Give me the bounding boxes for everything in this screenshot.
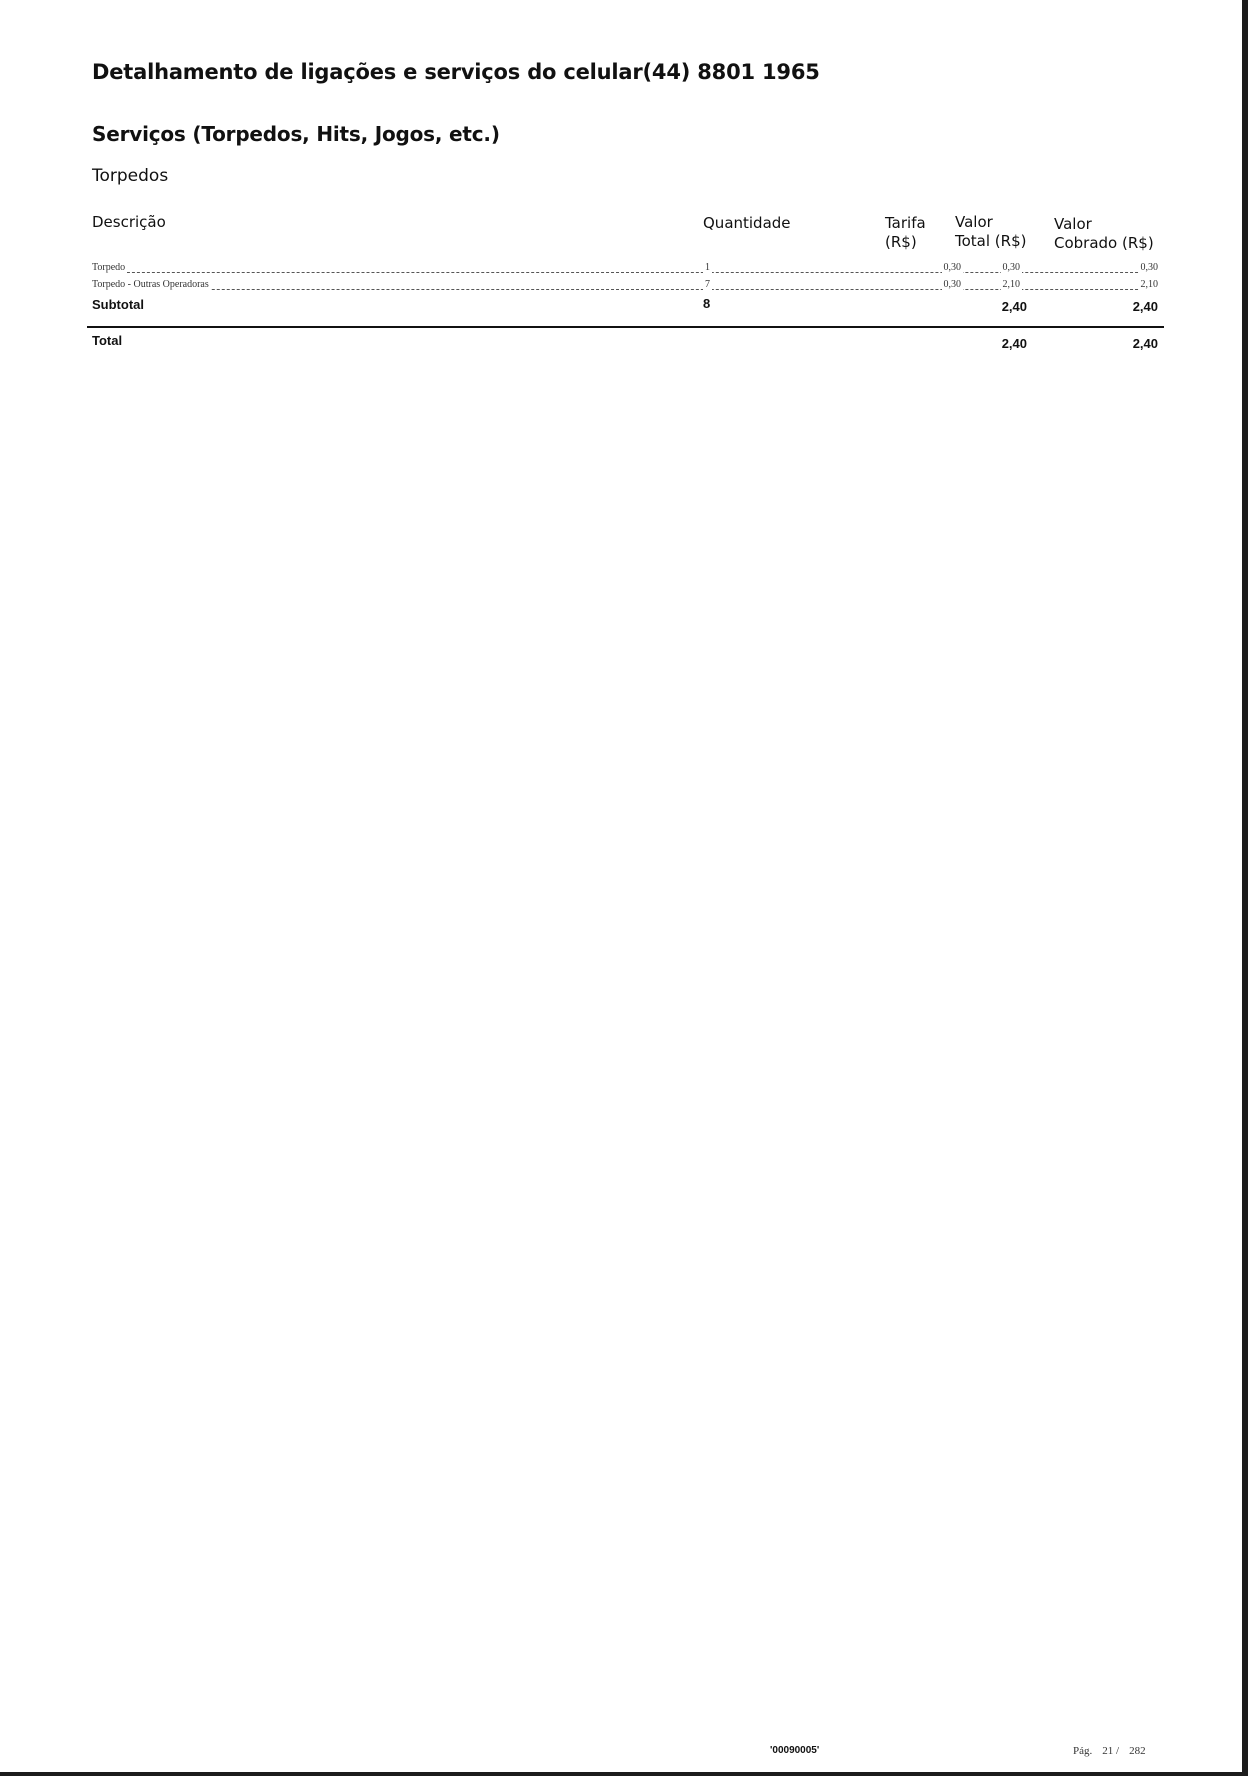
cell-valor-total: 2,10 xyxy=(1002,279,1020,290)
table-row xyxy=(92,277,1158,291)
header-valor-cobrado-line2: Cobrado (R$) xyxy=(1054,234,1154,252)
page-number xyxy=(1073,1745,1146,1757)
total-valor-cobrado: 2,40 xyxy=(1132,336,1158,351)
cell-quantidade: 1 xyxy=(705,262,710,273)
page-title: Detalhamento de ligações e serviços do celular(44) 8801 1965 xyxy=(92,60,820,84)
page-label: Pág. xyxy=(1073,1745,1093,1757)
dotted-leader xyxy=(92,272,1158,273)
header-valor-total-line2: Total (R$) xyxy=(955,232,1027,250)
cell-valor-cobrado: 0,30 xyxy=(1140,262,1158,273)
header-tarifa-line2: (R$) xyxy=(885,233,917,251)
header-valor-cobrado xyxy=(1054,215,1154,253)
subtotal-label: Subtotal xyxy=(92,297,144,312)
header-tarifa xyxy=(885,214,926,252)
header-valor-cobrado-line1: Valor xyxy=(1054,215,1092,233)
document-code: '00090005' xyxy=(770,1745,820,1756)
cell-descricao: Torpedo xyxy=(92,262,126,273)
subtotal-valor-total: 2,40 xyxy=(1001,299,1027,314)
cell-descricao: Torpedo - Outras Operadoras xyxy=(92,279,209,290)
cell-tarifa: 0,30 xyxy=(943,262,961,273)
subtotal-quantidade: 8 xyxy=(703,296,711,311)
total-label: Total xyxy=(92,333,123,348)
header-tarifa-line1: Tarifa xyxy=(885,214,926,232)
page-current: 21 / xyxy=(1102,1745,1120,1757)
header-quantidade: Quantidade xyxy=(703,214,791,232)
header-descricao: Descrição xyxy=(92,213,166,231)
cell-valor-total: 0,30 xyxy=(1002,262,1020,273)
cell-tarifa: 0,30 xyxy=(943,279,961,290)
total-valor-total: 2,40 xyxy=(1001,336,1027,351)
table-row xyxy=(92,260,1158,274)
section-title: Serviços (Torpedos, Hits, Jogos, etc.) xyxy=(92,122,500,146)
page-total: 282 xyxy=(1129,1745,1146,1757)
subsection-title: Torpedos xyxy=(92,166,169,186)
header-valor-total-line1: Valor xyxy=(955,213,993,231)
total-divider xyxy=(87,326,1164,328)
cell-quantidade: 7 xyxy=(705,279,710,290)
subtotal-valor-cobrado: 2,40 xyxy=(1132,299,1158,314)
dotted-leader xyxy=(92,289,1158,290)
header-valor-total xyxy=(955,213,1026,251)
cell-valor-cobrado: 2,10 xyxy=(1140,279,1158,290)
